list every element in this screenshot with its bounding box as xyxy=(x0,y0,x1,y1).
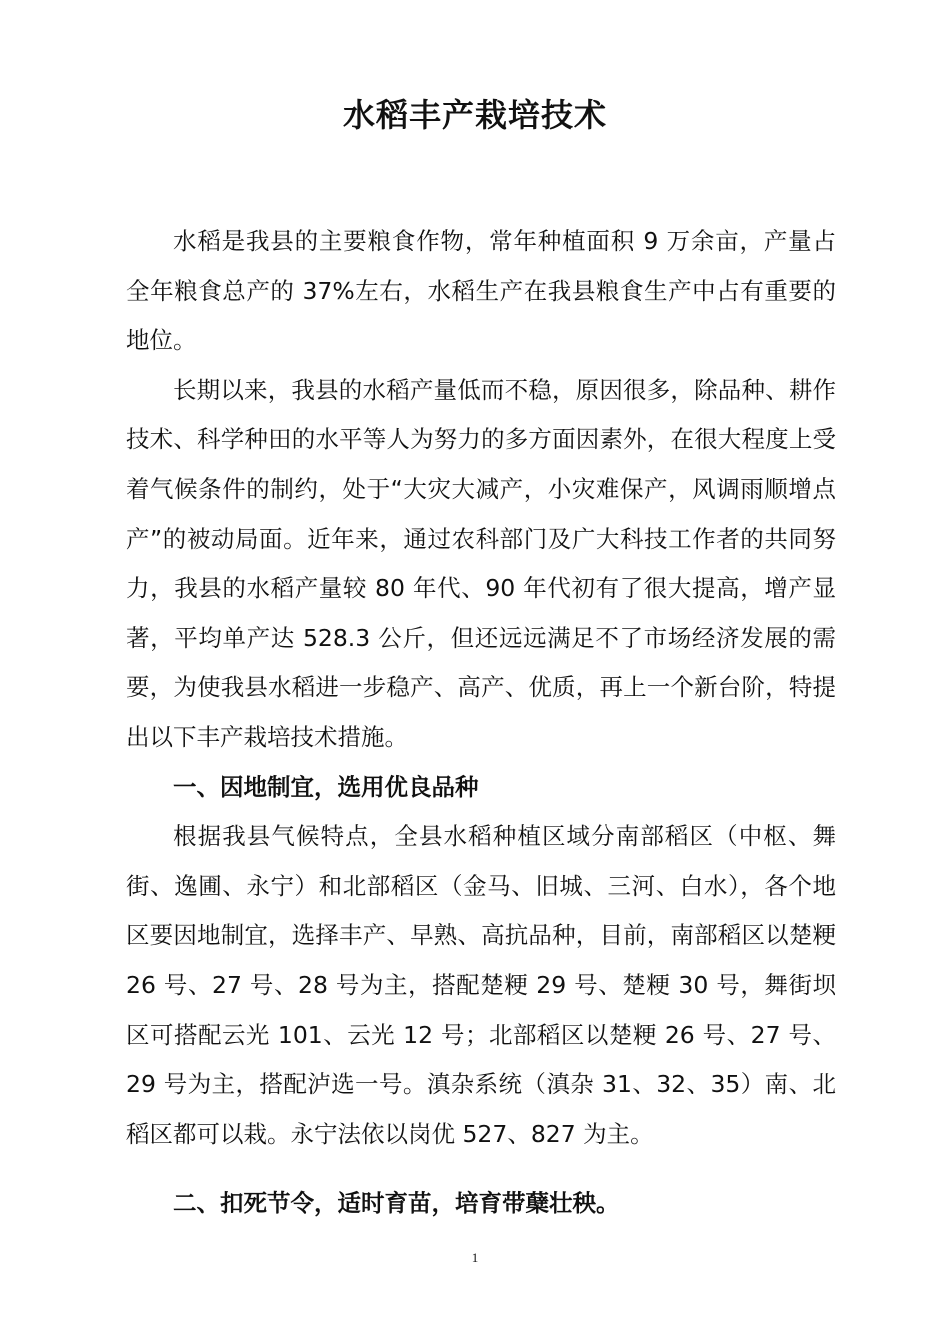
intro-paragraph: 水稻是我县的主要粮食作物，常年种植面积 9 万余亩，产量占全年粮食总产的 37%左右，水稻生产在我县粮食生产中占有重要的地位。 xyxy=(126,227,836,355)
section-spacer xyxy=(126,1159,836,1179)
section-2-heading: 二、扣死节令，适时育苗，培育带蘖壮秧。 xyxy=(173,1189,620,1218)
page-number: 1 xyxy=(471,1250,479,1265)
document-body xyxy=(126,217,836,1229)
section-1-heading: 一、因地制宜，选用优良品种 xyxy=(173,772,479,801)
background-paragraph: 长期以来，我县的水稻产量低而不稳，原因很多，除品种、耕作技术、科学种田的水平等人为努力的多方面因素外，在很大程度上受着气候条件的制约，处于“大灾大减产，小灾难保产，风调雨顺增点产”的被动局面。近年来，通过农科部门及广大科技工作者的共同努力，我县的水稻产量较 80 年代、90 年代初有了很大提高，增产显著，平均单产达 528.3 公斤，但还远远满足不了市场经济发展的需要，为使我县水稻进一步稳产、高产、优质，再上一个新台阶，特提出以下丰产栽培技术措施。 xyxy=(126,375,836,751)
section-1-paragraph: 根据我县气候特点，全县水稻种植区域分南部稻区（中枢、舞街、逸圃、永宁）和北部稻区（金马、旧城、三河、白水），各个地区要因地制宜，选择丰产、早熟、高抗品种，目前，南部稻区以楚粳 26 号、27 号、28 号为主，搭配楚粳 29 号、楚粳 30 号，舞街坝区可搭配云光 101、云光 12 号；北部稻区以楚粳 26 号、27 号、29 号为主，搭配泸选一号。滇杂系统（滇杂 31、32、35）南、北稻区都可以栽。永宁法依以岗优 527、827 为主。 xyxy=(126,822,836,1148)
document-title: 水稻丰产栽培技术 xyxy=(342,96,607,134)
